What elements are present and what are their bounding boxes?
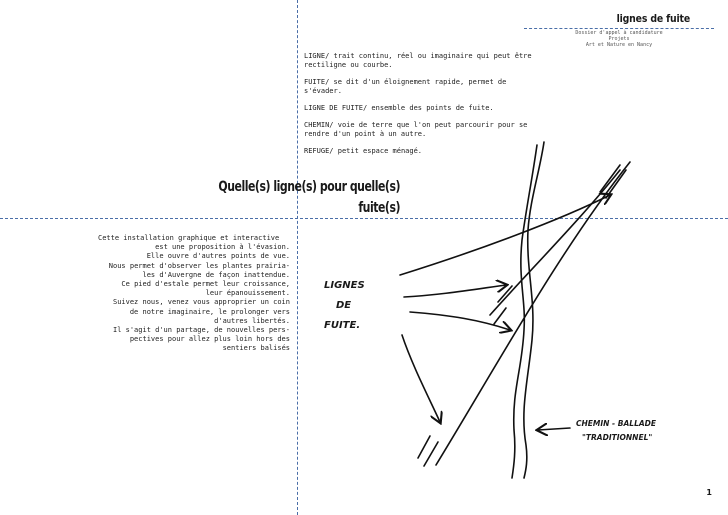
vertical-guide-line bbox=[297, 0, 298, 515]
description-line: pectives pour allez plus loin hors des bbox=[129, 335, 290, 344]
definition-term: CHEMIN/ bbox=[304, 121, 334, 129]
flight-arrow-3 bbox=[410, 312, 510, 330]
question-line-1: Quelle(s) ligne(s) pour quelle(s) bbox=[218, 179, 400, 195]
description-line: Elle ouvre d'autres points de vue. bbox=[146, 252, 290, 261]
tick-mid-2 bbox=[494, 308, 506, 324]
definition-text: trait continu, réel ou imaginaire qui peut être rectiligne ou courbe. bbox=[304, 52, 532, 69]
definition-term: LIGNE/ bbox=[304, 52, 330, 60]
description-line: Il s'agit d'un partage, de nouvelles pers- bbox=[112, 326, 290, 335]
definition-text: voie de terre que l'on peut parcourir pour se rendre d'un point à un autre. bbox=[304, 121, 528, 138]
path-label-line-2: "TRADITIONNEL" bbox=[582, 433, 653, 442]
definition-fuite bbox=[304, 78, 536, 96]
header-subtitle-1: Dossier d'appel à candidature bbox=[575, 30, 663, 36]
flight-arrow-1 bbox=[400, 195, 610, 275]
description-line: les d'Auvergne de façon inattendue. bbox=[142, 270, 290, 279]
lines-of-flight-sketch bbox=[300, 140, 728, 480]
sketch-label-line-2: DE bbox=[336, 300, 352, 311]
definition-chemin bbox=[304, 121, 536, 139]
definition-ligne-de-fuite bbox=[304, 104, 536, 113]
definition-term: LIGNE DE FUITE/ bbox=[304, 104, 368, 112]
description-line: de notre imaginaire, le prolonger vers bbox=[129, 307, 290, 316]
tick-bottom-2 bbox=[424, 442, 438, 466]
definition-text: petit espace ménagé. bbox=[333, 147, 423, 155]
definition-text: se dit d'un éloignement rapide, permet de s'évader. bbox=[304, 78, 507, 95]
description-line: Suivez nous, venez vous approprier un coin bbox=[112, 298, 290, 307]
header-subtitle-2: Projets bbox=[608, 36, 630, 42]
header-subtitle-3: Art et Nature en Nancy bbox=[585, 42, 653, 48]
tick-bottom-1 bbox=[418, 436, 430, 458]
description-line: d'autres libertés. bbox=[214, 316, 290, 325]
path-line-right bbox=[524, 142, 544, 478]
page-header bbox=[524, 12, 714, 48]
description-paragraph bbox=[98, 234, 290, 354]
header-title: lignes de fuite bbox=[616, 12, 690, 25]
header-rule bbox=[524, 28, 714, 29]
sketch-label-line-3: FUITE. bbox=[324, 320, 361, 331]
definition-term: REFUGE/ bbox=[304, 147, 334, 155]
description-line: est une proposition à l'évasion. bbox=[155, 243, 290, 252]
definition-ligne bbox=[304, 52, 536, 70]
description-line: leur épanouissement. bbox=[205, 289, 290, 298]
page-number: 1 bbox=[706, 488, 712, 497]
label-pointer-arrow bbox=[538, 428, 570, 430]
flight-arrow-2 bbox=[404, 285, 506, 297]
definition-term: FUITE/ bbox=[304, 78, 330, 86]
question-line-2: fuite(s) bbox=[358, 200, 400, 216]
description-line: Nous permet d'observer les plantes prairia- bbox=[108, 261, 290, 270]
description-line: Cette installation graphique et interactive bbox=[98, 234, 280, 242]
sketch-label-line-1: LIGNES bbox=[324, 280, 365, 291]
flight-arrow-4 bbox=[402, 335, 440, 422]
description-line: Ce pied d'estale permet leur croissance, bbox=[121, 280, 290, 289]
path-label-line-1: CHEMIN - BALLADE bbox=[576, 419, 657, 428]
description-line: sentiers balisés bbox=[222, 344, 290, 353]
definition-text: ensemble des points de fuite. bbox=[367, 104, 494, 112]
